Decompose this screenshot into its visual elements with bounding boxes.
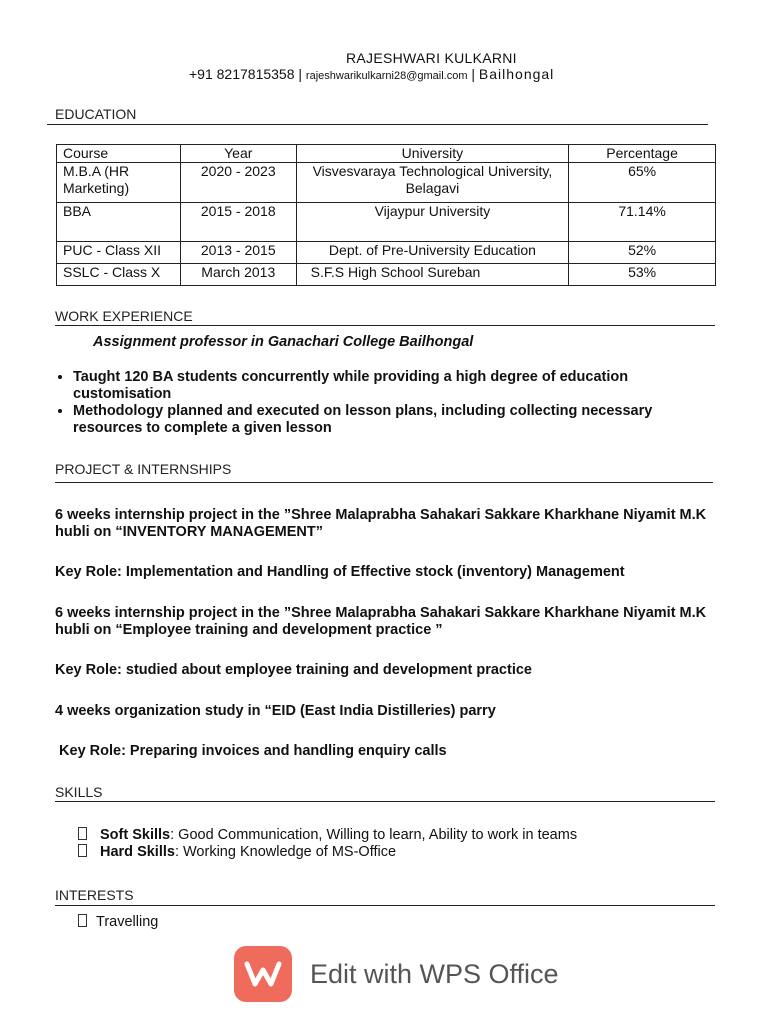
section-divider <box>55 325 715 326</box>
work-bullets <box>56 369 713 437</box>
course-cell: M.B.A (HR Marketing) <box>57 163 181 203</box>
checkbox-glyph-icon <box>78 914 87 927</box>
section-title-interests: INTERESTS <box>55 887 134 903</box>
checkbox-glyph-icon <box>78 844 87 857</box>
course-cell: BBA <box>57 203 181 242</box>
contact-separator: | <box>298 66 303 82</box>
section-divider <box>55 801 715 802</box>
city: Bailhongal <box>478 66 555 82</box>
table-row <box>57 264 716 286</box>
section-title-projects: PROJECT & INTERNSHIPS <box>55 461 232 477</box>
skill-item <box>78 827 577 844</box>
job-role: Assignment professor in Ganachari College Bailhongal <box>93 334 474 350</box>
university-cell: Visvesvaraya Technological University, Belagavi <box>296 163 568 203</box>
wps-watermark[interactable] <box>234 946 559 1002</box>
year-cell: March 2013 <box>180 264 296 286</box>
course-cell: PUC - Class XII <box>57 242 181 264</box>
table-row <box>57 163 716 203</box>
project-entry: 6 weeks internship project in the ”Shree Malaprabha Sahakari Sakkare Kharkhane Niyamit M.K hubli on “Employee training and development practice ” <box>55 605 707 638</box>
column-header: Course <box>57 145 181 163</box>
skill-item <box>78 844 396 861</box>
section-divider <box>55 905 715 906</box>
section-divider <box>55 482 713 483</box>
section-divider <box>47 124 708 125</box>
project-entry: 6 weeks internship project in the ”Shree Malaprabha Sahakari Sakkare Kharkhane Niyamit M.K hubli on “INVENTORY MANAGEMENT” <box>55 507 707 540</box>
university-cell: Dept. of Pre-University Education <box>296 242 568 264</box>
resume-name: RAJESHWARI KULKARNI <box>346 50 517 66</box>
project-role: Key Role: Implementation and Handling of Effective stock (inventory) Management <box>55 564 625 580</box>
interest-item <box>78 914 158 931</box>
year-cell: 2020 - 2023 <box>180 163 296 203</box>
list-item: • Methodology planned and executed on lesson plans, including collecting necessary resources to complete a given lesson <box>73 403 713 437</box>
wps-logo-mark <box>243 958 283 990</box>
skill-value: : Working Knowledge of MS-Office <box>174 844 397 860</box>
wps-watermark-text: Edit with WPS Office <box>310 958 559 989</box>
skill-label: Hard Skills <box>100 844 175 860</box>
year-cell: 2013 - 2015 <box>180 242 296 264</box>
interest-label: Travelling <box>96 914 159 930</box>
table-row <box>57 203 716 242</box>
skill-value: : Good Communication, Willing to learn, Ability to work in teams <box>170 827 578 843</box>
percentage-cell: 65% <box>569 163 716 203</box>
checkbox-glyph-icon <box>78 827 87 840</box>
percentage-cell: 71.14% <box>569 203 716 242</box>
university-cell: S.F.S High School Sureban <box>296 264 568 286</box>
column-header: Percentage <box>569 145 716 163</box>
section-title-skills: SKILLS <box>55 784 103 800</box>
section-title-education: EDUCATION <box>55 106 137 122</box>
email-address: rajeshwarikulkarni28@gmail.com <box>305 70 468 82</box>
skill-label: Soft Skills <box>100 827 171 843</box>
project-entry: 4 weeks organization study in “EID (East India Distilleries) parry <box>55 703 496 719</box>
list-item: • Taught 120 BA students concurrently while providing a high degree of education customisation <box>73 369 713 403</box>
percentage-cell: 53% <box>569 264 716 286</box>
contact-separator: | <box>471 66 476 82</box>
column-header: Year <box>180 145 296 163</box>
project-role: Key Role: Preparing invoices and handling enquiry calls <box>55 743 447 759</box>
table-header-row <box>57 145 716 163</box>
percentage-cell: 52% <box>569 242 716 264</box>
phone-number: +91 8217815358 <box>189 66 295 82</box>
section-title-work-experience: WORK EXPERIENCE <box>55 308 193 324</box>
year-cell: 2015 - 2018 <box>180 203 296 242</box>
project-role: Key Role: studied about employee training and development practice <box>55 662 532 678</box>
university-cell: Vijaypur University <box>296 203 568 242</box>
column-header: University <box>296 145 568 163</box>
education-table <box>56 144 716 286</box>
table-row <box>57 242 716 264</box>
contact-line <box>189 66 554 82</box>
wps-logo-icon <box>234 946 292 1002</box>
course-cell: SSLC - Class X <box>57 264 181 286</box>
